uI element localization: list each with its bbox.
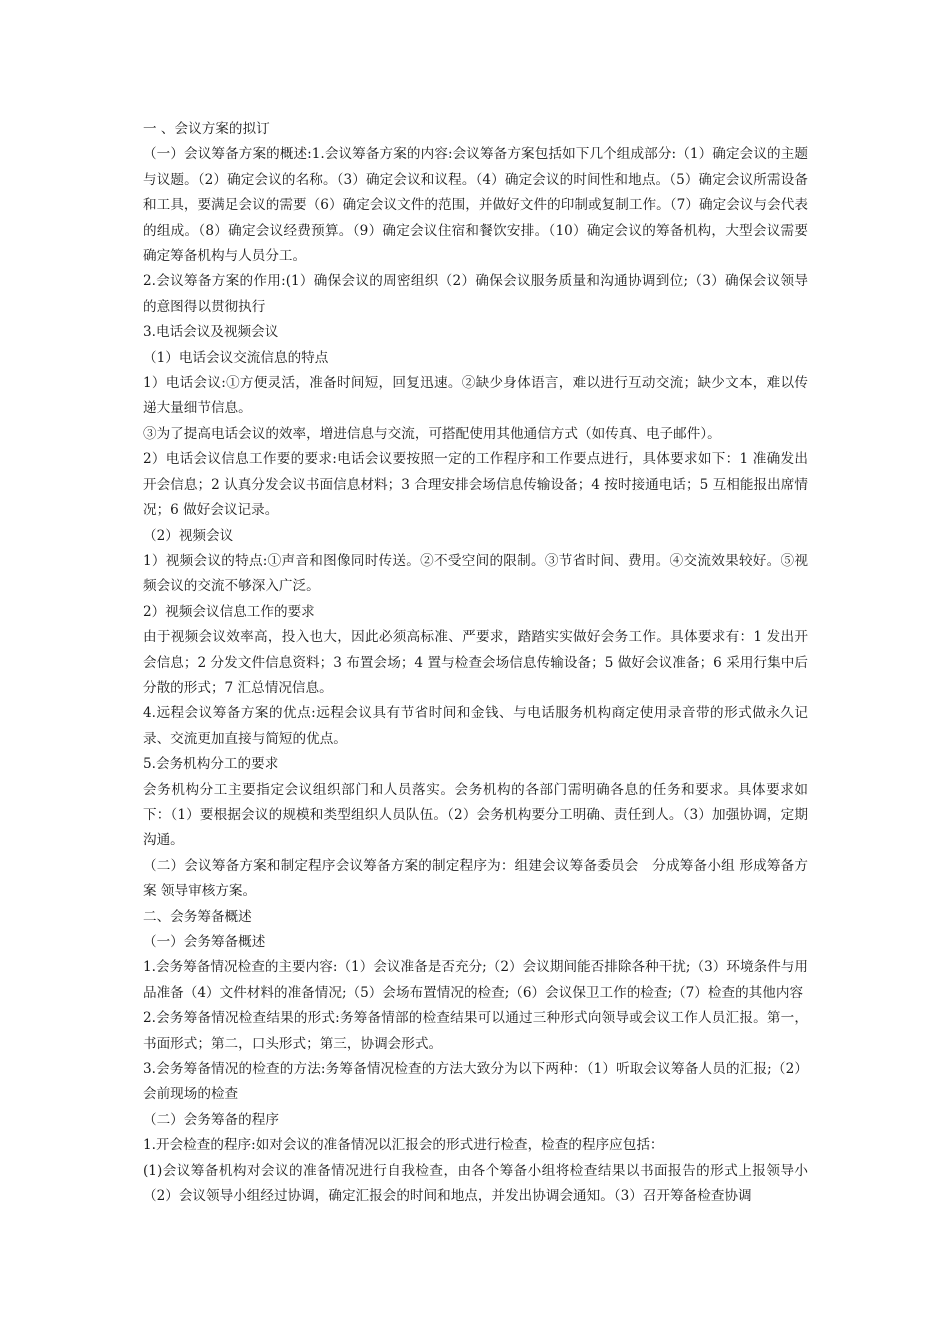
paragraph-phone-meeting: 1）电话会议:①方便灵活，准备时间短，回复迅速。②缺少身体语言，难以进行互动交流；缺少文本，难以传递大量细节信息。 — [143, 375, 808, 417]
paragraph-check-steps: (1)会议筹备机构对会议的准备情况进行自我检查，由各个筹备小组将检查结果以书面报告的形式上报领导小（2）会议领导小组经过协调，确定汇报会的时间和地点，并发出协调会通知。（3）召开筹备检查协调 — [143, 1162, 808, 1205]
subheading-video-requirements: 2）视频会议信息工作的要求 — [143, 603, 315, 620]
paragraph-phone-requirements: 2）电话会议信息工作要的要求:电话会议要按照一定的工作程序和工作要点进行，具体要求如下：1 准确发出开会信息；2 认真分发会议书面信息材料；3 合理安排会场信息传输设备；4 按时接通电话；5 互相能报出席情况；6 做好会议记录。 — [143, 451, 808, 519]
paragraph-check-procedure: 1.开会检查的程序:如对会议的准备情况以汇报会的形式进行检查，检查的程序应包括： — [143, 1137, 664, 1154]
subheading-phone-features: （1）电话会议交流信息的特点 — [143, 349, 329, 366]
paragraph-check-content: 1.会务筹备情况检查的主要内容:（1）会议准备是否充分;（2）会议期间能否排除各种干扰;（3）环境条件与用品准备（4）文件材料的准备情况;（5）会场布置情况的检查;（6）会议保卫工作的检查;（7）检查的其他内容 — [143, 959, 808, 1001]
subheading-prep-overview: （一）会务筹备概述 — [143, 934, 266, 950]
subheading-phone-video: 3.电话会议及视频会议 — [143, 324, 279, 341]
paragraph-video-requirements: 由于视频会议效率高，投入也大，因此必须高标准、严要求，踏踏实实做好会务工作。具体要求有：1 发出开会信息；2 分发文件信息资料；3 布置会场；4 置与检查会场信息传输设备；5 做好会议准备；6 采用行集中后分散的形式；7 汇总情况信息。 — [143, 629, 808, 696]
paragraph-phone-efficiency: ③为了提高电话会议的效率，增进信息与交流，可搭配使用其他通信方式（如传真、电子邮件）。 — [143, 425, 721, 442]
paragraph-plan-function: 2.会议筹备方案的作用:(1）确保会议的周密组织（2）确保会议服务质量和沟通协调到位;（3）确保会议领导的意图得以贯彻执行 — [143, 273, 808, 315]
document-page — [143, 117, 808, 1209]
subheading-prep-procedure: （二）会务筹备的程序 — [143, 1111, 279, 1128]
paragraph-plan-procedure: （二）会议筹备方案和制定程序会议筹备方案的制定程序为：组建会议筹备委员会 分成筹备小组 形成筹备方案 领导审核方案。 — [143, 857, 808, 900]
paragraph-division: 会务机构分工主要指定会议组织部门和人员落实。会务机构的各部门需明确各息的任务和要求。具体要求如下：（1）要根据会议的规模和类型组织人员队伍。（2）会务机构要分工明确、责任到人。（3）加强协调，定期沟通。 — [143, 781, 808, 849]
section-heading-2: 二、会务筹备概述 — [143, 908, 252, 925]
subheading-video: （2）视频会议 — [143, 527, 234, 544]
paragraph-remote-advantages: 4.远程会议筹备方案的优点:远程会议具有节省时间和金钱、与电话服务机构商定使用录音带的形式做永久记录、交流更加直接与简短的优点。 — [143, 705, 808, 747]
paragraph-video-features: 1）视频会议的特点:①声音和图像同时传送。②不受空间的限制。③节省时间、费用。④交流效果较好。⑤视频会议的交流不够深入广泛。 — [143, 552, 808, 595]
section-heading-1: 一 、会议方案的拟订 — [143, 121, 270, 137]
paragraph-plan-overview: （一）会议筹备方案的概述:1.会议筹备方案的内容:会议筹备方案包括如下几个组成部分:（1）确定会议的主题与议题。（2）确定会议的名称。（3）确定会议和议程。（4）确定会议的时间性和地点。（5）确定会议所需设备和工具，要满足会议的需要（6）确定会议文件的范围，并做好文件的印制或复制工作。（7）确定会议与会代表的组成。（8）确定会议经费预算。（9）确定会议住宿和餐饮安排。（10）确定会议的筹备机构，大型会议需要确定筹备机构与人员分工。 — [143, 146, 808, 265]
paragraph-check-result: 2.会务筹备情况检查结果的形式:务筹备情部的检查结果可以通过三种形式向领导或会议工作人员汇报。第一，书面形式；第二，口头形式；第三，协调会形式。 — [143, 1010, 808, 1052]
paragraph-check-method: 3.会务筹备情况的检查的方法:务筹备情况检查的方法大致分为以下两种：（1）听取会议筹备人员的汇报;（2）会前现场的检查 — [143, 1061, 808, 1103]
subheading-division: 5.会务机构分工的要求 — [143, 756, 279, 773]
